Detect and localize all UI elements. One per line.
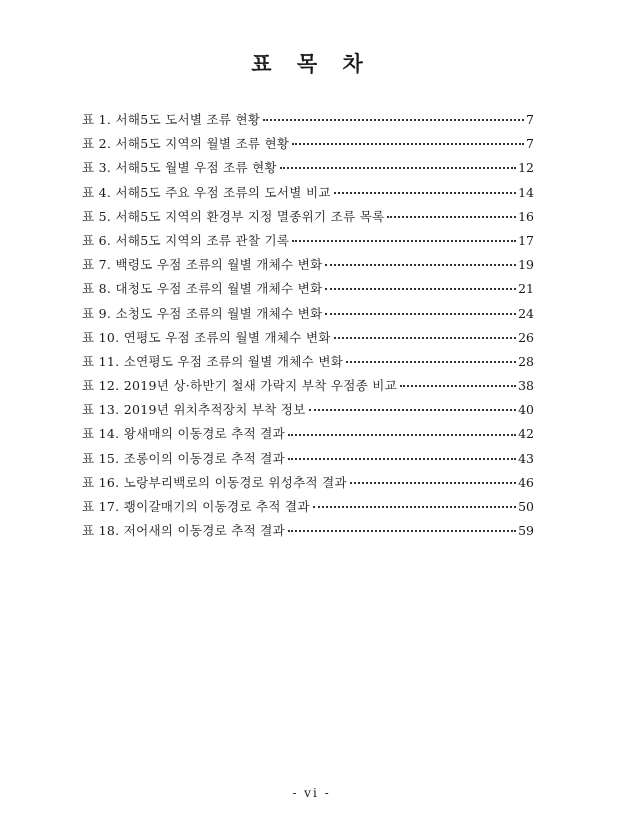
toc-entry[interactable] [82,205,534,229]
toc-entry-label: 표 11. 소연평도 우점 조류의 월별 개체수 변화 [82,353,344,369]
toc-entry-label: 표 2. 서해5도 지역의 월별 조류 현황 [82,136,290,152]
dot-leader [325,264,516,266]
dot-leader [400,385,516,387]
dot-leader [325,313,516,315]
toc-entry[interactable] [82,181,534,205]
toc-entry[interactable] [82,495,534,519]
toc-entry-page: 59 [518,523,534,539]
toc-entry-label: 표 10. 연평도 우점 조류의 월별 개체수 변화 [82,329,331,345]
toc-entry[interactable] [82,471,534,495]
toc-entry-label: 표 18. 저어새의 이동경로 추적 결과 [82,523,286,539]
toc-entry-label: 표 17. 쾡이갈매기의 이동경로 추적 결과 [82,499,310,514]
toc-entry[interactable] [82,422,534,446]
dot-leader [288,434,516,436]
toc-entry-label: 표 7. 백령도 우점 조류의 월별 개체수 변화 [82,257,323,273]
toc-entry-page: 21 [518,281,534,297]
dot-leader [288,458,516,460]
toc-entry-label: 표 6. 서해5도 지역의 조류 관찰 기록 [82,232,290,248]
toc-entry-page: 24 [518,305,534,321]
dot-leader [292,143,524,145]
toc-entry[interactable] [82,326,534,350]
toc-entry-page: 50 [518,499,534,514]
dot-leader [334,192,516,194]
toc-entry-label: 표 8. 대청도 우점 조류의 월별 개체수 변화 [82,281,323,297]
toc-entry-page: 26 [518,329,534,345]
dot-leader [292,240,516,242]
toc-entry-page: 40 [518,402,534,418]
toc-entry[interactable] [82,253,534,277]
toc-entry[interactable] [82,519,534,543]
toc-entry[interactable] [82,132,534,156]
page-number: - vi - [292,786,331,800]
dot-leader [288,530,516,532]
dot-leader [325,288,516,290]
toc-entry[interactable] [82,302,534,326]
toc-entry-label: 표 4. 서해5도 주요 우점 조류의 도서별 비교 [82,184,331,200]
toc-entry-label: 표 15. 조롱이의 이동경로 추적 결과 [82,450,286,466]
toc-entry-page: 7 [526,136,534,152]
toc-entry-label: 표 5. 서해5도 지역의 환경부 지정 멸종위기 조류 목록 [82,208,385,224]
toc-entry-page: 42 [518,426,534,442]
dot-leader [280,167,516,169]
toc-entry-label: 표 14. 왕새매의 이동경로 추적 결과 [82,426,286,442]
toc-entry[interactable] [82,277,534,301]
toc-entry[interactable] [82,374,534,398]
dot-leader [346,361,516,363]
toc-entry-page: 14 [518,184,534,200]
toc-entry-page: 7 [526,112,534,127]
toc-entry-page: 38 [518,378,534,394]
toc-entry-page: 19 [518,257,534,273]
toc-entry-label: 표 12. 2019년 상·하반기 철새 가락지 부착 우점종 비교 [82,378,398,394]
toc-entry-page: 43 [518,450,534,466]
toc-entry[interactable] [82,447,534,471]
toc-entry[interactable] [82,108,534,132]
toc-entry-page: 17 [518,232,534,248]
toc-entry-page: 16 [518,208,534,224]
page-title: 표 목 차 [251,51,372,76]
dot-leader [334,337,516,339]
toc-entry-label: 표 16. 노랑부리백로의 이동경로 위성추적 결과 [82,474,347,490]
dot-leader [309,409,516,411]
dot-leader [387,216,516,218]
toc-entry[interactable] [82,350,534,374]
toc-entry[interactable] [82,398,534,422]
table-of-contents [82,108,534,543]
toc-entry-label: 표 1. 서해5도 도서별 조류 현황 [82,112,261,127]
toc-entry-page: 12 [518,160,534,176]
dot-leader [263,119,524,121]
toc-entry-label: 표 13. 2019년 위치추적장치 부착 정보 [82,402,306,418]
toc-entry-page: 46 [518,474,534,490]
toc-entry-page: 28 [518,353,534,369]
toc-entry-label: 표 9. 소청도 우점 조류의 월별 개체수 변화 [82,305,323,321]
toc-entry-label: 표 3. 서해5도 월별 우점 조류 현황 [82,160,277,176]
toc-entry[interactable] [82,156,534,180]
toc-entry[interactable] [82,229,534,253]
dot-leader [313,506,516,508]
dot-leader [350,482,516,484]
